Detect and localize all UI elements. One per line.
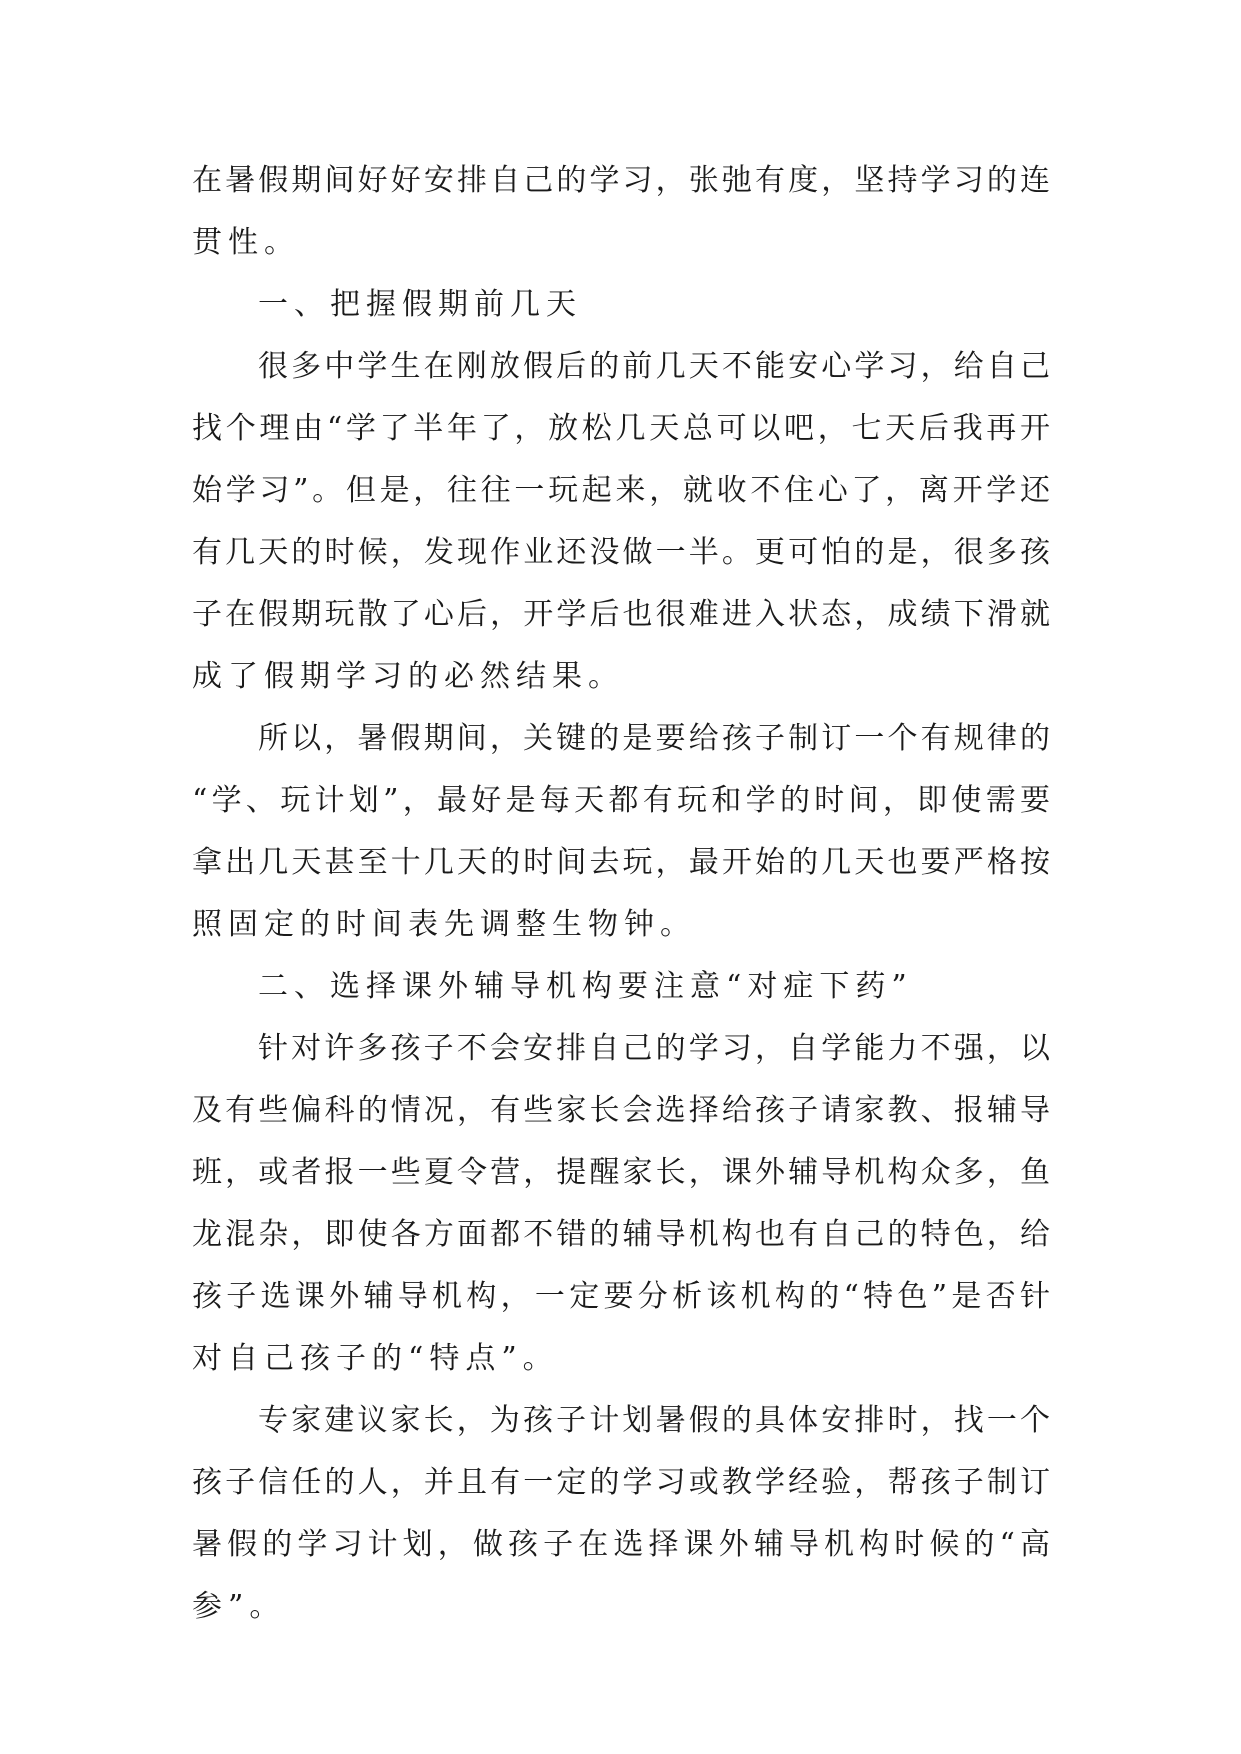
text-line: 始学习”。但是，往往一玩起来，就收不住心了，离开学还 — [192, 473, 1050, 508]
text-line: 贯性。 — [192, 225, 300, 260]
text-line: 子在假期玩散了心后，开学后也很难进入状态，成绩下滑就 — [192, 597, 1050, 632]
text-line: 专家建议家长，为孩子计划暑假的具体安排时，找一个 — [258, 1403, 1050, 1438]
text-line: 孩子选课外辅导机构，一定要分析该机构的“特色”是否针 — [192, 1279, 1050, 1314]
text-line: 所以，暑假期间，关键的是要给孩子制订一个有规律的 — [258, 721, 1050, 756]
document-body — [192, 150, 1050, 1638]
text-line: 在暑假期间好好安排自己的学习，张弛有度，坚持学习的连 — [192, 163, 1050, 198]
text-line: 找个理由“学了半年了，放松几天总可以吧，七天后我再开 — [192, 411, 1050, 446]
section-heading: 二、选择课外辅导机构要注意“对症下药” — [258, 969, 913, 1004]
text-line: 班，或者报一些夏令营，提醒家长，课外辅导机构众多，鱼 — [192, 1155, 1050, 1190]
text-line: “学、玩计划”，最好是每天都有玩和学的时间，即使需要 — [192, 783, 1050, 818]
text-line: 对自己孩子的“特点”。 — [192, 1341, 559, 1376]
text-line: 很多中学生在刚放假后的前几天不能安心学习，给自己 — [258, 349, 1050, 384]
text-line: 有几天的时候，发现作业还没做一半。更可怕的是，很多孩 — [192, 535, 1050, 570]
text-line: 参”。 — [192, 1589, 286, 1624]
text-line: 及有些偏科的情况，有些家长会选择给孩子请家教、报辅导 — [192, 1093, 1050, 1128]
text-line: 孩子信任的人，并且有一定的学习或教学经验，帮孩子制订 — [192, 1465, 1050, 1500]
text-line: 暑假的学习计划，做孩子在选择课外辅导机构时候的“高 — [192, 1527, 1050, 1562]
text-line: 照固定的时间表先调整生物钟。 — [192, 907, 696, 942]
section-heading: 一、把握假期前几天 — [258, 287, 582, 322]
text-line: 针对许多孩子不会安排自己的学习，自学能力不强，以 — [258, 1031, 1050, 1066]
text-line: 拿出几天甚至十几天的时间去玩，最开始的几天也要严格按 — [192, 845, 1050, 880]
text-line: 龙混杂，即使各方面都不错的辅导机构也有自己的特色，给 — [192, 1217, 1050, 1252]
text-line: 成了假期学习的必然结果。 — [192, 659, 624, 694]
